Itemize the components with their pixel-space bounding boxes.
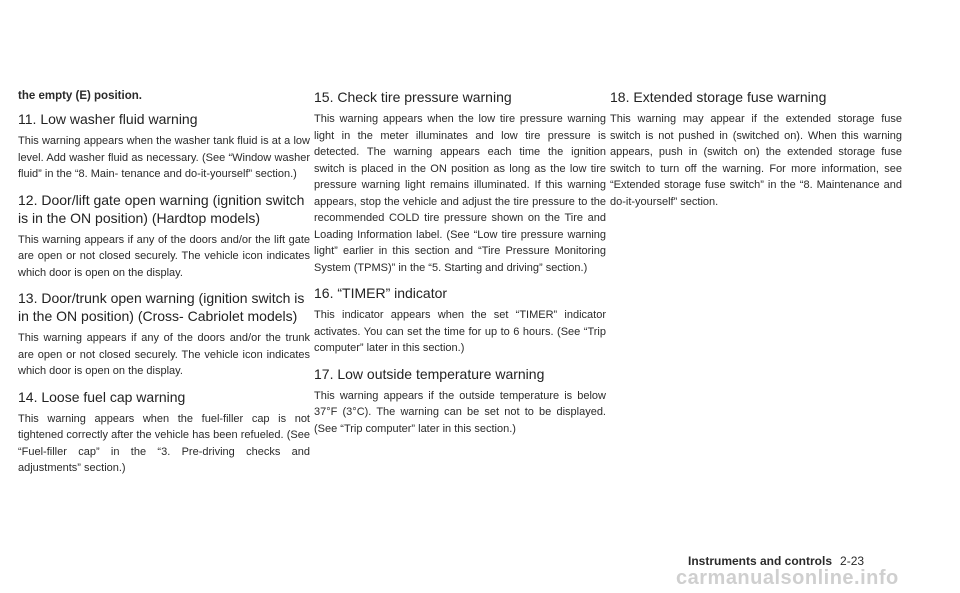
- section-title-16: 16. “TIMER” indicator: [314, 285, 448, 301]
- section-body-11: This warning appears when the washer tank fluid is at a low level. Add washer fluid as necessary. (See “Window washer fluid” in the “8. Main- tenance and do-it-yourself” section.): [18, 135, 310, 180]
- section-body-17: This warning appears if the outside temperature is below 37°F (3°C). The warning can be set not to be displayed. (See “Trip computer” later in this section.): [314, 389, 606, 435]
- page-number: 2-23: [840, 554, 865, 568]
- section-body-12: This warning appears if any of the doors and/or the lift gate are open or not closed securely. The vehicle icon indicates which door is open on the display.: [18, 233, 310, 279]
- section-body-13: This warning appears if any of the doors and/or the trunk are open or not closed securely. The vehicle icon indicates which door is open on the display.: [18, 332, 310, 377]
- column-1: [18, 88, 310, 485]
- section-body-14: This warning appears when the fuel-filler cap is not tightened correctly after the vehicle has been refueled. (See “Fuel-filler cap” in the “3. Pre-driving checks and adjustments” section.): [18, 412, 310, 474]
- section-body-15: This warning appears when the low tire pressure warning light in the meter illuminates and low tire pressure is detected. The warning appears each time the ignition switch is placed in the ON position as long as the low tire pressure warning light remains illuminated. If this warning appears, stop the vehicle and adjust the tire pressure to the recommended COLD tire pressure shown on the Tire and Loading Information label. (See “Low tire pressure warning light” earlier in this section and “Tire Pressure Monitoring System (TPMS)” in the “5. Starting and driving” section.): [314, 113, 606, 274]
- section-title-14: 14. Loose fuel cap warning: [18, 388, 186, 405]
- section-title-15: 15. Check tire pressure warning: [314, 89, 512, 105]
- section-title-11: 11. Low washer fluid warning: [18, 111, 198, 127]
- section-title-12: 12. Door/lift gate open warning (ignition switch is in the ON position) (Hardtop models): [18, 191, 305, 226]
- footer-section-label: Instruments and controls: [688, 554, 833, 568]
- section-body-18: This warning may appear if the extended storage fuse switch is not pushed in (switched on). When this warning appears, push in (switch on) the extended storage fuse switch to turn off the warning. For more information, see “Extended storage fuse switch” in the “8. Maintenance and do-it-yourself” section.: [610, 113, 902, 208]
- section-body-16: This indicator appears when the set “TIMER” indicator activates. You can set the time for up to 6 hours. (See “Trip computer” later in this section.): [314, 309, 606, 354]
- column-3: [610, 88, 902, 218]
- continued-text: the empty (E) position.: [18, 90, 142, 102]
- section-title-18: 18. Extended storage fuse warning: [610, 89, 827, 105]
- column-2: [314, 88, 606, 445]
- section-title-13: 13. Door/trunk open warning (ignition switch is in the ON position) (Cross- Cabriolet models): [18, 290, 305, 324]
- watermark: carmanualsonline.info: [676, 567, 899, 589]
- section-title-17: 17. Low outside temperature warning: [314, 365, 545, 382]
